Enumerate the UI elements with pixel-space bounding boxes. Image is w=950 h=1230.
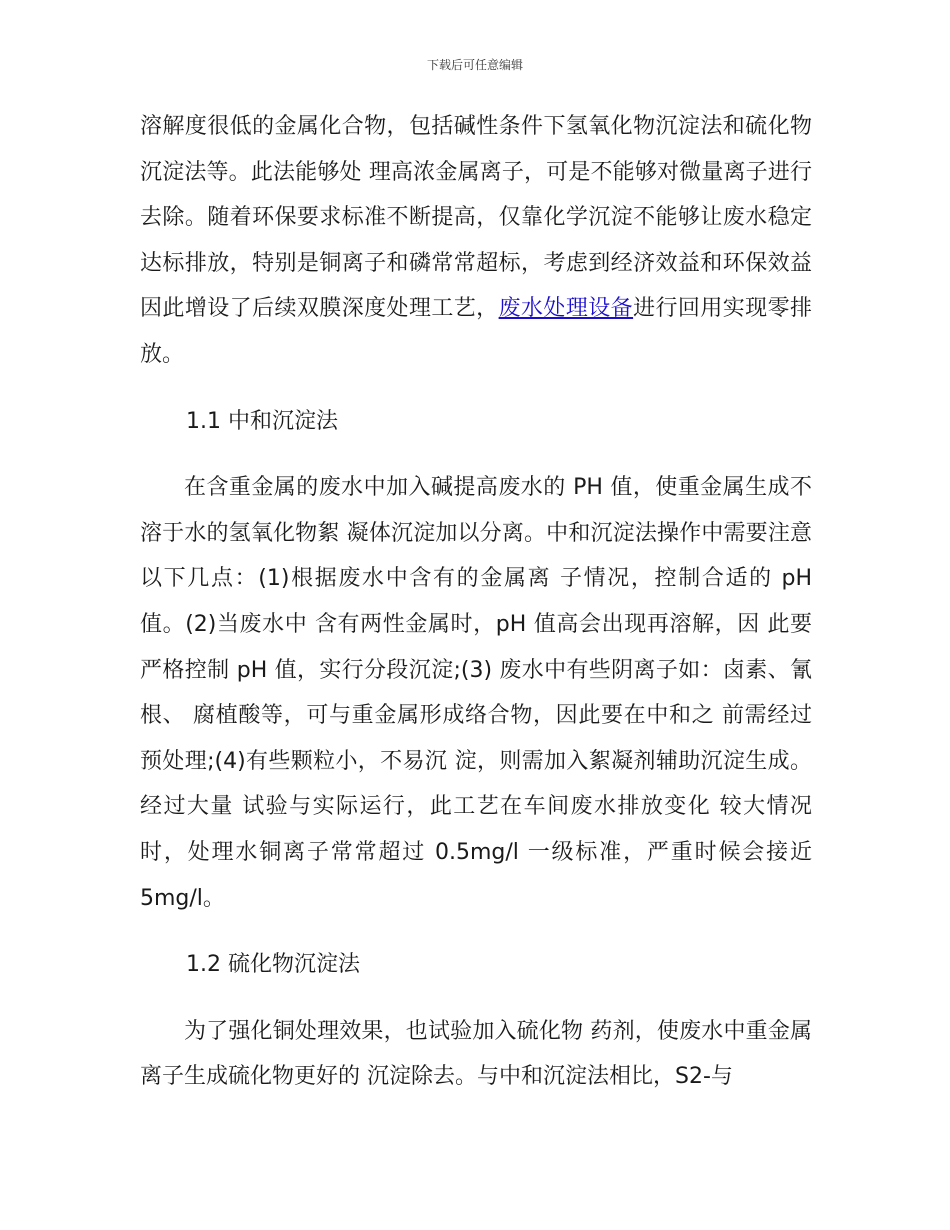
paragraph-intro bbox=[140, 104, 812, 378]
spacer bbox=[140, 921, 812, 942]
spacer bbox=[140, 444, 812, 465]
document-body bbox=[140, 104, 812, 1100]
section-heading-neutralization: 1.1 中和沉淀法 bbox=[186, 408, 338, 434]
section-heading-sulfide: 1.2 硫化物沉淀法 bbox=[186, 952, 360, 978]
paragraph-sulfide: 为了强化铜处理效果，也试验加入硫化物 药剂，使废水中重金属离子生成硫化物更好的 沉淀除去。与中和沉淀法相比，S2-与 bbox=[140, 1018, 812, 1090]
spacer bbox=[140, 378, 812, 399]
page-header: 下载后可任意编辑 bbox=[426, 58, 523, 72]
paragraph-intro-text: 溶解度很低的金属化合物，包括碱性条件下氢氧化物沉淀法和硫化物沉淀法等。此法能够处 理高浓金属离子，可是不能够对微量离子进行去除。随着环保要求标准不断提高，仅靠化学沉淀不能够让废水稳定达标排放，特别是铜离子和磷常常超标，考虑到经济效益和环保效益因此增设了后续双膜深度处理工艺， bbox=[140, 114, 812, 322]
spacer bbox=[140, 988, 812, 1009]
paragraph-intro-tail: 进行回用实现零排放。 bbox=[140, 296, 812, 367]
wastewater-equipment-link[interactable]: 废水处理设备 bbox=[498, 296, 634, 322]
paragraph-neutralization: 在含重金属的废水中加入碱提高废水的 PH 值，使重金属生成不溶于水的氢氧化物絮 凝体沉淀加以分离。中和沉淀法操作中需要注意以下几点：(1)根据废水中含有的金属离 子情况，控制合适的 pH 值。(2)当废水中 含有两性金属时，pH 值高会出现再溶解，因 此要严格控制 pH 值，实行分段沉淀;(3) 废水中有些阴离子如：卤素、氰根、 腐植酸等，可与重金属形成络合物，因此要在中和之 前需经过预处理;(4)有些颗粒小，不易沉 淀，则需加入絮凝剂辅助沉淀生成。经过大量 试验与实际运行，此工艺在车间废水排放变化 较大情况时，处理水铜离子常常超过 0.5mg/l 一级标准，严重时候会接近 5mg/l。 bbox=[140, 475, 812, 911]
